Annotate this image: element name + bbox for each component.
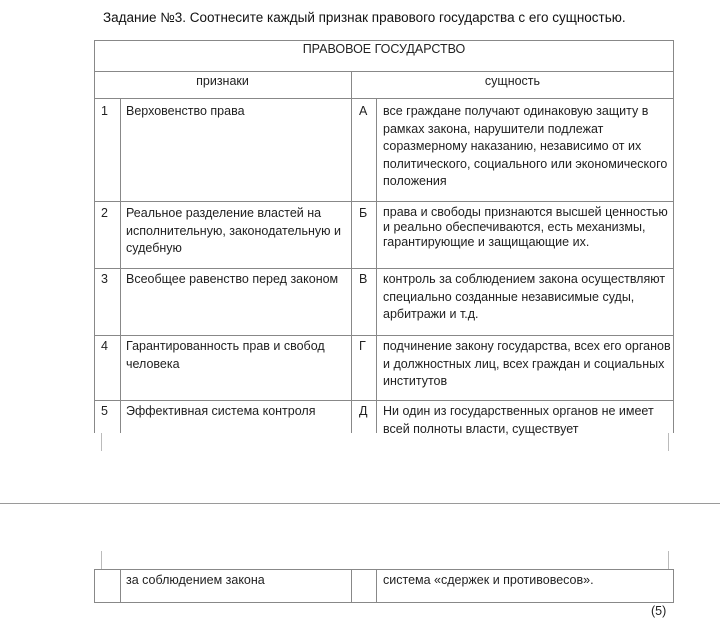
header-essence: сущность: [484, 74, 541, 88]
row-divider-2: [94, 268, 674, 269]
page-number: (5): [651, 604, 667, 618]
header-features: признаки: [196, 74, 249, 88]
row-number: 2: [101, 206, 108, 220]
essence-cell: Ни один из государственных органов не имеет всей полноты власти, существует: [383, 404, 654, 436]
number-column-divider: [120, 98, 121, 433]
row-divider-4: [94, 400, 674, 401]
letter-column-divider: [376, 98, 377, 433]
feature-cell-continued: за соблюдением закона: [126, 573, 265, 587]
crop-mark: [668, 551, 669, 569]
row-divider-1: [94, 201, 674, 202]
letter-column-divider: [376, 569, 377, 603]
feature-cell: Реальное разделение властей на исполнительную, законодательную и судебную: [126, 206, 341, 255]
feature-cell: Гарантированность прав и свобод человека: [126, 339, 325, 371]
row-number: 4: [101, 339, 108, 353]
header-column-divider: [351, 71, 352, 433]
page-break: [0, 503, 720, 504]
essence-cell: подчинение закону государства, всех его органов и должностных лиц, всех граждан и социальных институтов: [383, 339, 671, 388]
crop-mark: [101, 551, 102, 569]
row-letter: Б: [359, 206, 368, 220]
row-letter: В: [359, 272, 368, 286]
essence-cell-continued: система «сдержек и противовесов».: [383, 573, 594, 587]
row-number: 1: [101, 104, 108, 118]
feature-cell: Всеобщее равенство перед законом: [126, 272, 339, 286]
feature-cell: Эффективная система контроля: [126, 404, 316, 418]
row-number: 3: [101, 272, 108, 286]
header-divider: [94, 98, 674, 99]
table-caption: ПРАВОВОЕ ГОСУДАРСТВО: [302, 42, 466, 56]
row-number: 5: [101, 404, 108, 418]
essence-cell: контроль за соблюдением закона осуществляют специально созданные независимые суды, арбитражи и т.д.: [383, 272, 666, 321]
number-column-divider: [120, 569, 121, 603]
caption-divider: [94, 71, 674, 72]
essence-cell: все граждане получают одинаковую защиту в рамках закона, нарушители подлежат соразмерному наказанию, независимо от их политического, социального или экономического положения: [383, 104, 668, 188]
feature-cell: Верховенство права: [126, 104, 245, 118]
header-column-divider: [351, 569, 352, 603]
row-divider-3: [94, 335, 674, 336]
task-title: Задание №3. Соотнесите каждый признак правового государства с его сущностью.: [103, 10, 626, 25]
crop-mark: [668, 433, 669, 451]
row-letter: Д: [359, 404, 368, 418]
essence-cell: права и свободы признаются высшей ценностью и реально обеспечиваются, есть механизмы, гарантирующие и защищающие их.: [383, 205, 668, 249]
crop-mark: [101, 433, 102, 451]
row-letter: А: [359, 104, 368, 118]
row-letter: Г: [359, 339, 366, 353]
